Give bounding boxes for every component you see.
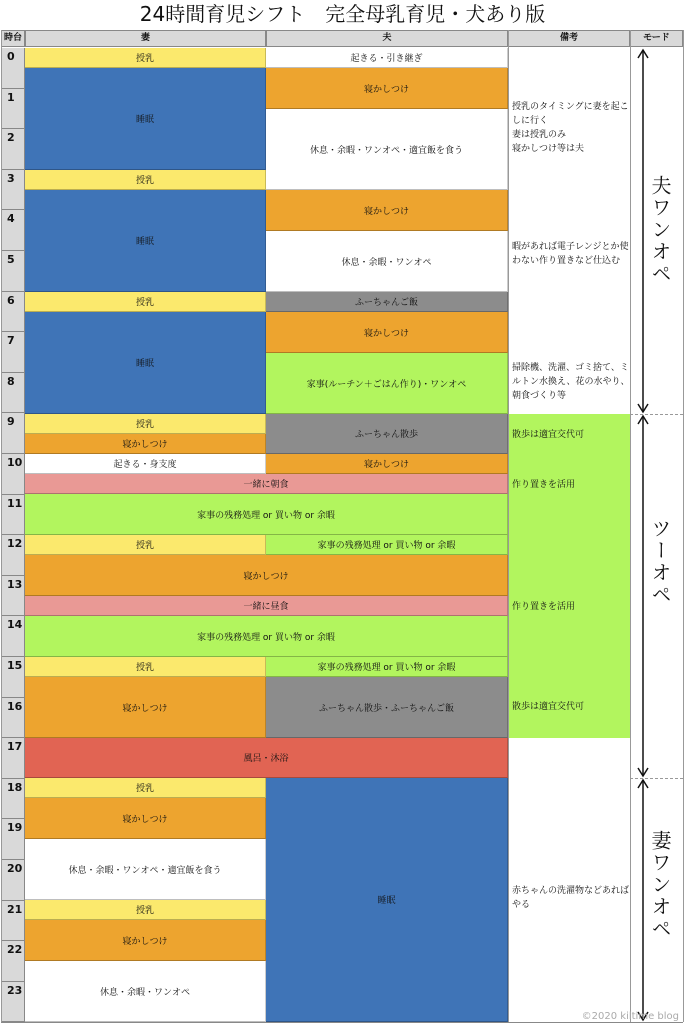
header-husband: 夫 [266, 30, 508, 47]
hour-cell [1, 48, 25, 89]
hour-cell [1, 129, 25, 170]
hour-cell [1, 332, 25, 373]
wife-sleep-1: 睡眠 [25, 68, 266, 170]
hour-label: 19 [7, 821, 23, 835]
header-notes: 備考 [508, 30, 630, 47]
hour-label: 10 [7, 456, 23, 469]
wife-rest-22: 休息・余暇・ワンオペ [25, 961, 266, 1022]
border-notes [508, 30, 509, 1022]
mode-two-person: ツーオペ [648, 518, 672, 606]
note-feed-wake: 授乳のタイミングに妻を起こしに行く 妻は授乳のみ 寝かしつけ等は夫 [512, 102, 629, 154]
wife-soothe-21: 寝かしつけ [25, 920, 266, 961]
hour-label: 21 [7, 902, 23, 916]
husband-wake-0: 起きる・引き継ぎ [266, 48, 508, 68]
hour-label: 13 [7, 577, 23, 591]
wife-feed-9: 授乳 [25, 414, 266, 434]
husband-soothe-6: 寝かしつけ [266, 312, 508, 353]
hour-label: 8 [7, 374, 15, 388]
note-housework: 掃除機、洗濯、ゴミ捨て、ミルトン水換え、花の水やり、朝食づくり等 [512, 363, 630, 401]
wife-feed-21: 授乳 [25, 900, 266, 920]
notes-bg-midday [508, 414, 630, 738]
wife-rest-meal-19: 休息・余暇・ワンオペ・適宜飯を食う [25, 839, 266, 900]
hour-label: 2 [7, 131, 15, 145]
hour-cell [1, 779, 25, 820]
joint-chores-11: 家事の残務処理 or 買い物 or 余暇 [25, 494, 508, 535]
hour-cell [1, 89, 25, 130]
wife-feed-0: 授乳 [25, 48, 266, 68]
hour-cell [1, 698, 25, 739]
hour-cell [1, 738, 25, 779]
note-prep: 暇があれば電子レンジとか使わない作り置きなど仕込む [512, 242, 629, 266]
border-right [683, 30, 684, 1022]
husband-chores-12: 家事の残務処理 or 買い物 or 余暇 [266, 535, 508, 555]
husband-soothe-10: 寝かしつけ [266, 454, 508, 474]
page-title: 24時間育児シフト 完全母乳育児・犬あり版 [139, 2, 546, 26]
hour-label: 11 [7, 496, 23, 510]
hour-label: 18 [7, 780, 23, 794]
mode-wife-solo: 妻ワンオペ [648, 830, 672, 940]
hour-label: 6 [7, 293, 15, 307]
border-left [1, 30, 2, 1022]
husband-housework-7: 家事(ルーチン＋ごはん作り)・ワンオペ [266, 353, 508, 414]
wife-feed-3: 授乳 [25, 170, 266, 190]
border-bottom [1, 1022, 683, 1023]
hour-cell [1, 495, 25, 536]
husband-dog-walk-9: ふーちゃん散歩 [266, 414, 508, 454]
hour-cell [1, 210, 25, 251]
husband-sleep-18: 睡眠 [266, 778, 508, 1022]
hour-label: 9 [7, 415, 15, 429]
joint-breakfast-10: 一緒に朝食 [25, 474, 508, 494]
husband-chores-15: 家事の残務処理 or 買い物 or 余暇 [266, 657, 508, 677]
hour-label: 5 [7, 253, 15, 266]
hour-cell [1, 819, 25, 860]
wife-feed-6: 授乳 [25, 292, 266, 312]
joint-chores-14: 家事の残務処理 or 買い物 or 余暇 [25, 616, 508, 657]
hour-label: 0 [7, 50, 15, 63]
husband-soothe-0: 寝かしつけ [266, 68, 508, 109]
hour-cell [1, 535, 25, 576]
hour-cell [1, 454, 25, 495]
hour-cell [1, 901, 25, 942]
hour-label: 16 [7, 699, 23, 713]
hour-label: 1 [7, 90, 15, 104]
note-leftover-2: 作り置きを活用 [512, 602, 576, 612]
hour-cell [1, 170, 25, 211]
hour-cell [1, 413, 25, 454]
mode-husband-solo: 夫ワンオペ [648, 175, 672, 285]
hour-label: 14 [7, 618, 23, 632]
wife-feed-15: 授乳 [25, 657, 266, 677]
hour-label: 15 [7, 659, 23, 672]
note-laundry: 赤ちゃんの洗濯物などあればやる [512, 886, 630, 910]
husband-rest-4: 休息・余暇・ワンオペ [266, 231, 508, 292]
wife-feed-18: 授乳 [25, 778, 266, 798]
wife-wake-10: 起きる・身支度 [25, 454, 266, 474]
husband-rest-meal-1: 休息・余暇・ワンオペ・適宜飯を食う [266, 109, 508, 190]
hour-label: 4 [7, 212, 15, 226]
hour-label: 12 [7, 537, 23, 551]
header-wife: 妻 [25, 30, 266, 47]
hour-cell [1, 982, 25, 1023]
hour-cell [1, 941, 25, 982]
hour-cell [1, 251, 25, 292]
hour-cell [1, 616, 25, 657]
husband-dog-meal-6: ふーちゃんご飯 [266, 292, 508, 312]
hour-cell [1, 576, 25, 617]
husband-dog-walk-meal-15: ふーちゃん散歩・ふーちゃんご飯 [266, 677, 508, 738]
header-mode: モード [630, 30, 683, 47]
husband-soothe-3: 寝かしつけ [266, 190, 508, 231]
hour-label: 20 [7, 862, 23, 875]
wife-soothe-15: 寝かしつけ [25, 677, 266, 738]
wife-sleep-7: 睡眠 [25, 312, 266, 414]
hour-label: 7 [7, 334, 15, 348]
hour-cell [1, 292, 25, 333]
note-walk-2: 散歩は適宜交代可 [512, 702, 585, 712]
note-leftover-1: 作り置きを活用 [512, 480, 576, 490]
hour-cell [1, 373, 25, 414]
note-walk-1: 散歩は適宜交代可 [512, 430, 585, 440]
hour-label: 23 [7, 983, 23, 997]
hour-label: 3 [7, 171, 15, 185]
watermark: ©2020 kiltime blog [581, 1011, 679, 1022]
joint-soothe-12: 寝かしつけ [25, 555, 508, 596]
header-time: 時台 [1, 30, 25, 47]
wife-feed-12: 授乳 [25, 535, 266, 555]
hour-label: 22 [7, 943, 23, 957]
hour-cell [1, 657, 25, 698]
wife-soothe-9: 寝かしつけ [25, 434, 266, 454]
joint-lunch-13: 一緒に昼食 [25, 596, 508, 616]
wife-sleep-4: 睡眠 [25, 190, 266, 292]
joint-bath-17: 風呂・沐浴 [25, 738, 508, 778]
hour-cell [1, 860, 25, 901]
hour-label: 17 [7, 740, 23, 754]
wife-soothe-18: 寝かしつけ [25, 798, 266, 839]
